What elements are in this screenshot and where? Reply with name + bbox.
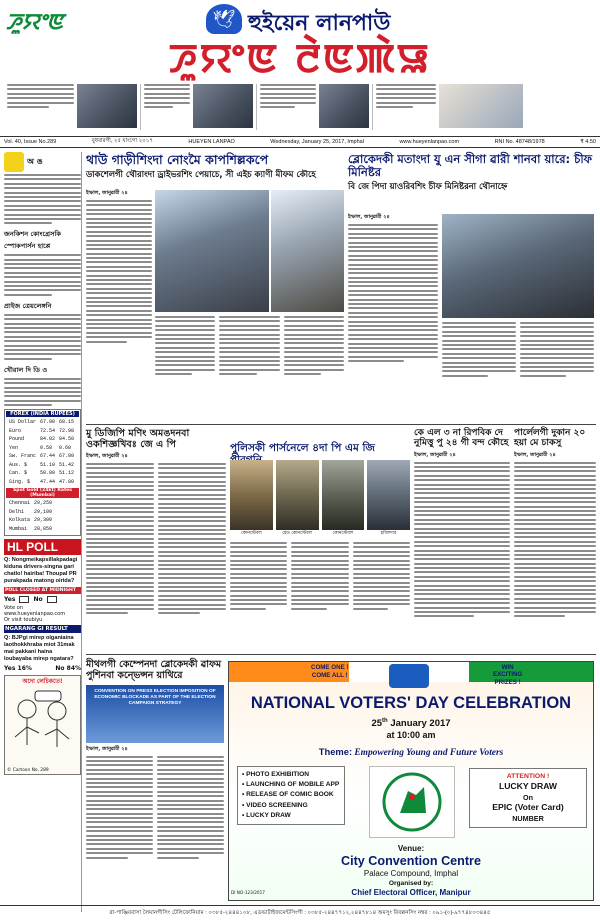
gold-rows xyxy=(6,498,55,534)
convention-banner-photo: CONVENTION ON PRESS ELECTION IMPOSITION OF ECONOMIC BLOCKADE AS PART OF THE ELECTION CAMPAIGN STRATEGY xyxy=(86,685,224,743)
teaser-1 xyxy=(4,84,74,130)
teaser-photo-4 xyxy=(439,84,523,128)
ad-venue-block xyxy=(229,844,593,898)
teaser-photo-3 xyxy=(319,84,369,128)
cartoon-figures-icon xyxy=(5,687,79,765)
ad-organised: Organised by: xyxy=(388,879,434,887)
forex-row xyxy=(8,479,75,486)
forex-cell: 68.15 xyxy=(59,419,75,426)
ad-date-rest: January 2017 xyxy=(390,718,451,730)
manipur-emblem-icon xyxy=(369,766,455,838)
gold-cell: Mumbai xyxy=(9,525,28,532)
gold-cell: Chennai xyxy=(9,500,31,507)
right-lead-byline: ইম্ফাল, জানুৱারী ২৪ xyxy=(348,214,390,220)
rni-number: RNI No. 48748/1978 xyxy=(494,139,545,145)
forex-cell: Euro xyxy=(9,427,22,434)
forex-cell: 67.80 xyxy=(59,453,75,460)
ad-event-item: • RELEASE OF COMIC BOOK xyxy=(242,791,334,799)
lead-byline: ইম্ফাল, জানুৱারী ২৪ xyxy=(86,190,128,196)
ad-lucky-draw-box xyxy=(469,768,587,828)
bengali-date: বুধবারগী, ২৫ যাংগো ২০১৭ xyxy=(91,138,153,144)
forex-cell: Sw. Franc xyxy=(9,453,37,460)
ad-theme-line xyxy=(229,746,593,758)
forex-cell: 0.58 xyxy=(40,444,53,451)
sidebar-heading-3: খৌরাল দি ডি ও xyxy=(4,365,48,374)
forex-title: FOREX (INDIA RUPEES) xyxy=(6,411,79,417)
ad-code: DI NO-123/2017 xyxy=(231,890,265,895)
mid-left-headline: মু ডিজিপি মণিং অমঙদনবা ওকশিজ্ঞখিবঃ জে এ পি xyxy=(86,428,190,451)
right-lead-col-1 xyxy=(348,214,438,362)
bottom-left-headline: মীথলগী কেম্পেনদা ব্লোকেদকী ৱাফম পুশিনবা কন্ভেন্সন য়াথিরে xyxy=(86,659,222,681)
ad-event-item: • LAUNCHING OF MOBILE APP xyxy=(242,781,340,789)
forex-row xyxy=(8,453,75,460)
forex-row xyxy=(8,462,75,469)
forex-cell: Sing. $ xyxy=(9,478,31,485)
cartoon-box xyxy=(4,675,81,775)
teaser-photo-1 xyxy=(77,84,137,128)
pollbox-story xyxy=(514,428,596,617)
paper-name-small: HUEYEN LANPAO xyxy=(188,139,235,145)
gold-cell: Delhi xyxy=(9,508,25,515)
teaser-strip xyxy=(4,84,596,130)
right-lead-headline: ব্লোকেদকী মতাংদা যু এন সীগা ৱারী শানবা য়ারে: চীফ মিনিষ্টর xyxy=(348,152,593,180)
ad-epic: EPIC (Voter Card) xyxy=(492,802,564,813)
police-photo-1 xyxy=(230,460,273,530)
forex-cell: 84.02 xyxy=(40,436,56,443)
newspaper-nameplate: ꯍꯨꯌꯦꯟ ꯂꯥꯟꯄꯥꯎ xyxy=(168,35,432,82)
lead-subhead: ডাকশেলগী থৌরাংদা ড্রাইভরশিং পেয়াচে, সী এইচ ক্যাণী মীফম কৌহে xyxy=(86,169,316,180)
ad-number: NUMBER xyxy=(512,814,544,824)
forex-cell: 51.42 xyxy=(59,461,75,468)
lead-photo-truck xyxy=(271,190,344,312)
masthead-right-title: হুইয়েন লানপাউ xyxy=(248,10,391,36)
weather-sun-icon xyxy=(4,152,24,172)
forex-cell: 50.80 xyxy=(40,470,56,477)
dateline-bar xyxy=(0,136,600,148)
gold-cell: Kolkata xyxy=(9,517,31,524)
ad-theme-label: Theme: xyxy=(318,746,353,757)
lead-story xyxy=(86,153,344,180)
ad-prizes: PRIZES ! xyxy=(494,678,521,686)
forex-cell: 84.50 xyxy=(59,436,75,443)
poll-yes-checkbox[interactable] xyxy=(19,596,29,603)
voters-day-advert xyxy=(228,661,594,901)
masthead-left-title: ꯍꯨꯌꯦꯟ xyxy=(6,9,64,35)
police-body xyxy=(230,542,410,610)
ad-date-sup: th xyxy=(382,718,388,724)
price: ₹ 4.50 xyxy=(580,139,596,145)
police-caption-2: হেড কোনস্টেবল xyxy=(282,531,312,536)
ad-lucky: LUCKY DRAW xyxy=(498,781,558,792)
ad-venue-label: Venue: xyxy=(397,844,425,853)
english-date: Wednesday, January 25, 2017, Imphal xyxy=(270,139,364,145)
forex-table xyxy=(4,409,81,536)
gold-cell: 28,850 xyxy=(34,525,53,532)
ad-organiser: Chief Electoral Officer, Manipur xyxy=(351,887,471,897)
sidebar-heading-1: জনকিশন কোংগ্রেসকি স্পোকপার্সন হাপ্পে xyxy=(4,230,61,251)
ad-venue: City Convention Centre xyxy=(341,853,481,868)
ad-events-list xyxy=(237,766,345,825)
ad-title: NATIONAL VOTERS' DAY CELEBRATION xyxy=(250,694,572,712)
lead-headline: থাউ গাড়ীশিংদা নোংমৈ কাপশিল্লকপে xyxy=(86,152,269,167)
ad-exciting: EXCITING xyxy=(493,671,523,679)
website: www.hueyenlanpao.com xyxy=(399,139,460,145)
cartoon-title: অদো লেচিকতে! xyxy=(22,677,63,685)
poll-closed: POLL CLOSED AT MIDNIGHT xyxy=(4,587,81,594)
mid-left-byline: ইম্ফাল, জানুৱারী ২৪ xyxy=(86,453,128,460)
ngrt-headline: কে এল ৩ না রিপবিক দে নুমিত্তু পু ২৪ গী বন্দ কৌহে xyxy=(414,428,509,449)
ad-win: WIN xyxy=(501,664,514,671)
forex-cell: 67.90 xyxy=(40,419,56,426)
gold-row xyxy=(8,526,53,533)
teaser-4 xyxy=(372,84,436,130)
forex-cell: US Dollar xyxy=(9,419,37,426)
ad-theme: Empowering Young and Future Voters xyxy=(354,748,504,758)
ngrt-byline: ইম্ফাল, জানুৱারী ২৪ xyxy=(414,451,456,458)
forex-rows xyxy=(6,417,77,487)
gold-row xyxy=(8,500,53,507)
poll-question: Q: Nongmeikapsillakpadagi kiduna drivers-singna gari chatlo! hairiba! Thoupal PR purakpada matong oirida? xyxy=(4,557,78,585)
forex-row xyxy=(8,419,75,426)
teaser-photo-2 xyxy=(193,84,253,128)
pollbox-headline: পার্লেলগী দুকান ২০ হয়া মে চাকসু xyxy=(514,428,586,449)
ngrt-story xyxy=(414,428,510,617)
teaser-2 xyxy=(140,84,190,130)
forex-cell: 72.54 xyxy=(40,427,56,434)
right-lead-body xyxy=(442,322,594,377)
gold-cell: 29,100 xyxy=(34,508,53,515)
police-headline: পুলিসকী পার্সনেলে ৪দা পি এম জি xyxy=(230,442,375,454)
right-lead-subhead: বি জে পিদা য়াওরিবশিং চীফ মিনিষ্টরনা থৌনাহ্নে xyxy=(348,181,508,192)
ad-event-item: • LUCKY DRAW xyxy=(242,811,291,819)
lead-body-cols xyxy=(155,316,344,375)
forex-cell: 47.44 xyxy=(40,478,56,485)
result-no: No 84% xyxy=(55,664,81,672)
forex-row xyxy=(8,445,75,452)
forex-cell: Yen xyxy=(9,444,19,451)
gold-cell: 29,300 xyxy=(34,517,53,524)
result-title: NGARANG GI RESULT xyxy=(4,625,81,633)
poll-no-checkbox[interactable] xyxy=(47,596,57,603)
ad-come-all: COME ALL ! xyxy=(311,671,348,679)
police-photo-2 xyxy=(276,460,319,530)
poll-visit: Or visit toubiyu xyxy=(4,617,43,623)
police-photos xyxy=(230,460,410,537)
police-photo-3 xyxy=(322,460,365,530)
election-logo-icon xyxy=(389,664,429,688)
right-lead-story xyxy=(348,153,596,192)
bottom-left-story xyxy=(86,660,224,859)
forex-cell: 51.12 xyxy=(59,470,75,477)
forex-cell: 47.80 xyxy=(59,478,75,485)
pollbox-byline: ইম্ফাল, জানুৱারী ২৪ xyxy=(514,451,556,458)
mid-left-story xyxy=(86,428,226,614)
volume-issue: Vol. 40, Issue No.289 xyxy=(4,139,57,145)
police-caption-4: হবিলদার xyxy=(380,531,397,536)
police-photo-4 xyxy=(367,460,410,530)
ad-event-item: • PHOTO EXHIBITION xyxy=(242,771,310,778)
sidebar-top-label: অ ঙ xyxy=(27,156,43,166)
poll-no-label[interactable]: No xyxy=(33,596,43,603)
forex-cell: 67.44 xyxy=(40,453,56,460)
forex-cell: Aus. $ xyxy=(9,461,28,468)
left-sidebar xyxy=(4,152,82,912)
forex-cell: 51.10 xyxy=(40,461,56,468)
forex-cell: 72.98 xyxy=(59,427,75,434)
ad-on: On xyxy=(523,792,533,802)
lead-photo-drivers xyxy=(155,190,269,312)
ad-event-item: • VIDEO SCREENING xyxy=(242,801,308,809)
lead-col-1 xyxy=(86,190,152,343)
forex-cell: 0.60 xyxy=(59,444,72,451)
police-caption-1: কোনস্টেবল xyxy=(241,531,262,536)
cartoon-credit: © Cartoon No. 289 xyxy=(7,767,49,773)
right-lead-photo-cm xyxy=(442,214,594,318)
teaser-3 xyxy=(256,84,316,130)
forex-row xyxy=(8,470,75,477)
ad-date-line xyxy=(229,718,593,740)
ad-attention: ATTENTION ! xyxy=(506,773,550,780)
gold-row xyxy=(8,509,53,516)
poll-yes-label[interactable]: Yes xyxy=(4,596,16,603)
gold-title: Spot Gold (24kt) Rates (Mumbai) xyxy=(6,488,79,498)
poll-vote-link[interactable]: Vote on www.hueyenlanpao.com xyxy=(4,605,66,617)
result-question: Q: BJPgi mirep oiganiaina laothokkhraba miot 31mak mai pakkani haina loubayaba mirep ngatara? xyxy=(4,635,75,662)
ad-date-day: 25 xyxy=(371,718,383,730)
dove-logo-icon: 🕊 xyxy=(206,4,242,34)
ad-venue2: Palace Compound, Imphal xyxy=(363,869,459,879)
forex-cell: Pound xyxy=(9,436,25,443)
gold-cell: 29,250 xyxy=(34,500,53,507)
forex-row xyxy=(8,428,75,435)
ad-come-one: COME ONE ! xyxy=(311,664,349,671)
gold-row xyxy=(8,517,53,524)
hl-poll-title: HL POLL xyxy=(4,539,81,555)
police-caption-3: কোনস্টেবল xyxy=(332,531,354,536)
ad-time: at 10:00 am xyxy=(386,730,436,741)
footer-contact: ৱা-পাঞ্জিরবাসা লৈমানগীসিং টেলিফোনিয়াম : ০৩৮৫-২৪৪৪১০৮, এডভার্টাইজমেন্টসিংগী : ০৩৮৫-২৪৪৭৭১২,২৪৪৭৮১৪ অমসুং রিবল্লনসিং নম্বর : ০৯১-(০)-৯৭৭৪৮০৩৪৪৫ xyxy=(0,905,600,920)
result-yes: Yes 16% xyxy=(4,664,32,672)
forex-row xyxy=(8,436,75,443)
forex-cell: Can. $ xyxy=(9,470,28,477)
sidebar-heading-2: প্রাইজ ত্রেয়লেঙ্গনি xyxy=(4,301,52,310)
bottom-left-byline: ইম্ফাল, জানুৱারী ২৪ xyxy=(86,745,128,752)
